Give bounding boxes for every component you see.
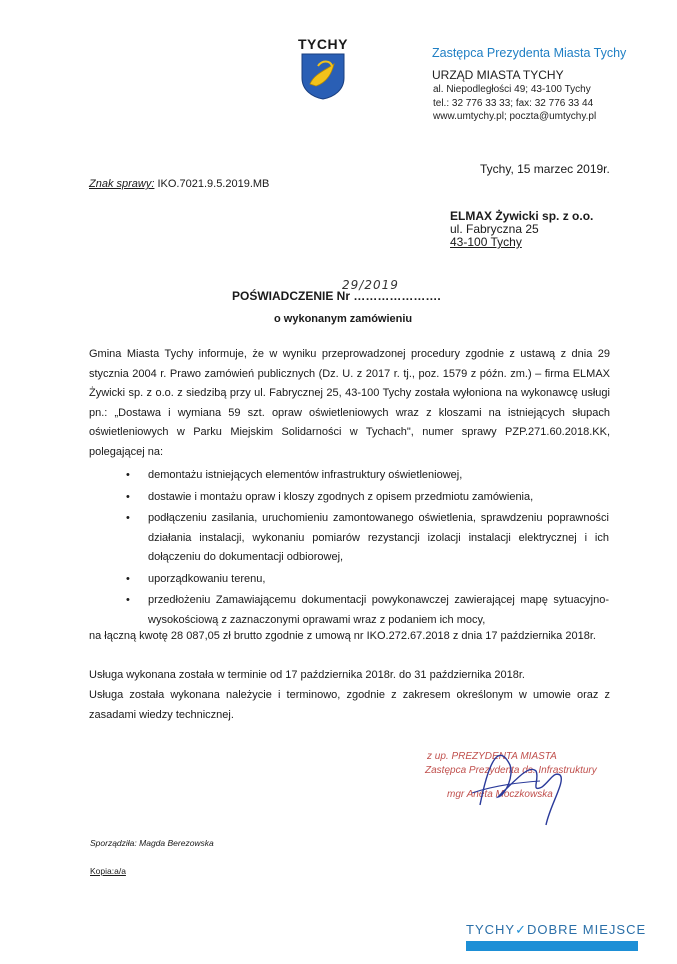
body-amount: na łączną kwotę 28 087,05 zł brutto zgodnie z umową nr IKO.272.67.2018 z dnia 17 października 2018r. (89, 630, 596, 642)
case-reference (89, 178, 269, 190)
handwritten-number: 29/2019 (342, 278, 399, 292)
checkmark-icon: ✓ (515, 922, 527, 937)
case-reference-value: IKO.7021.9.5.2019.MB (157, 178, 270, 190)
office-name: URZĄD MIASTA TYCHY (432, 68, 564, 82)
office-phone: tel.: 32 776 33 33; fax: 32 776 33 44 (433, 98, 594, 109)
city-slogan: TYCHY✓DOBRE MIEJSCE (466, 922, 647, 937)
list-item: • demontażu istniejących elementów infrastruktury oświetleniowej, (126, 469, 463, 481)
prepared-by: Sporządziła: Magda Berezowska (90, 838, 214, 848)
body-period: Usługa wykonana została w terminie od 17 października 2018r. do 31 października 2018r. (89, 669, 525, 681)
list-item: • uporządkowaniu terenu, (126, 572, 266, 585)
office-address: al. Niepodległości 49; 43-100 Tychy (433, 84, 591, 95)
document-subtitle: o wykonanym zamówieniu (274, 313, 413, 325)
list-item: • podłączeniu zasilania, uruchomieniu zamontowanego oświetlenia, sprawdzeniu poprawności działania instalacji, wykonaniu pomiarów rezystancji izolacji instalacji elektrycznej i ich dołączeniu do dokumentacji odbiorowej, (126, 512, 609, 563)
case-reference-label: Znak sprawy: (89, 178, 155, 190)
city-logo-name: TYCHY (298, 36, 348, 52)
list-item: • przedłożeniu Zamawiającemu dokumentacji powykonawczej zawierającej mapę sytuacyjno-wysokościową z zaznaczonymi oprawami wraz z podaniem ich mocy, (126, 594, 609, 626)
task-list (126, 466, 609, 632)
document-date: Tychy, 15 marzec 2019r. (480, 162, 610, 176)
body-closing: Usługa została wykonana należycie i terminowo, zgodnie z zakresem określonym w umowie oraz z zasadami wiedzy technicznej. (89, 689, 610, 721)
official-title: Zastępca Prezydenta Miasta Tychy (432, 46, 627, 60)
city-coat-of-arms-icon (300, 52, 346, 100)
stamp-line: Zastępca Prezydenta ds. Infrastruktury (425, 765, 597, 776)
recipient-city: 43-100 Tychy (450, 235, 522, 249)
body-intro: Gmina Miasta Tychy informuje, że w wyniku przeprowadzonej procedury zgodnie z ustawą z dnia 29 stycznia 2004 r. Prawo zamówień publicznych (Dz. U. z 2017 r. tj., poz. 1579 z późn. zm.) – firma ELMAX Żywicki sp. z o.o. z siedzibą przy ul. Fabrycznej 25, 43-100 Tychy została wyłoniona na wykonawcę usługi pn.: „Dostawa i wymiana 59 szt. opraw oświetleniowych wraz z kloszami na istniejących słupach oświetleniowych w Parku Miejskim Solidarności w Tychach", numer sprawy PZP.271.60.2018.KK, polegającej na: (89, 348, 610, 458)
document-title: POŚWIADCZENIE Nr …………………. (232, 289, 441, 303)
list-item: • dostawie i montażu opraw i kloszy zgodnych z opisem przedmiotu zamówienia, (126, 490, 534, 503)
recipient-street: ul. Fabryczna 25 (450, 222, 539, 236)
copy-note: Kopia:a/a (90, 866, 126, 876)
slogan-bar (466, 941, 638, 951)
stamp-line: mgr Aneta Moczkowska (447, 789, 553, 800)
stamp-line: z up. PREZYDENTA MIASTA (427, 751, 557, 762)
office-web: www.umtychy.pl; poczta@umtychy.pl (433, 111, 597, 122)
recipient-name: ELMAX Żywicki sp. z o.o. (450, 209, 594, 223)
handwritten-signature (450, 735, 590, 835)
